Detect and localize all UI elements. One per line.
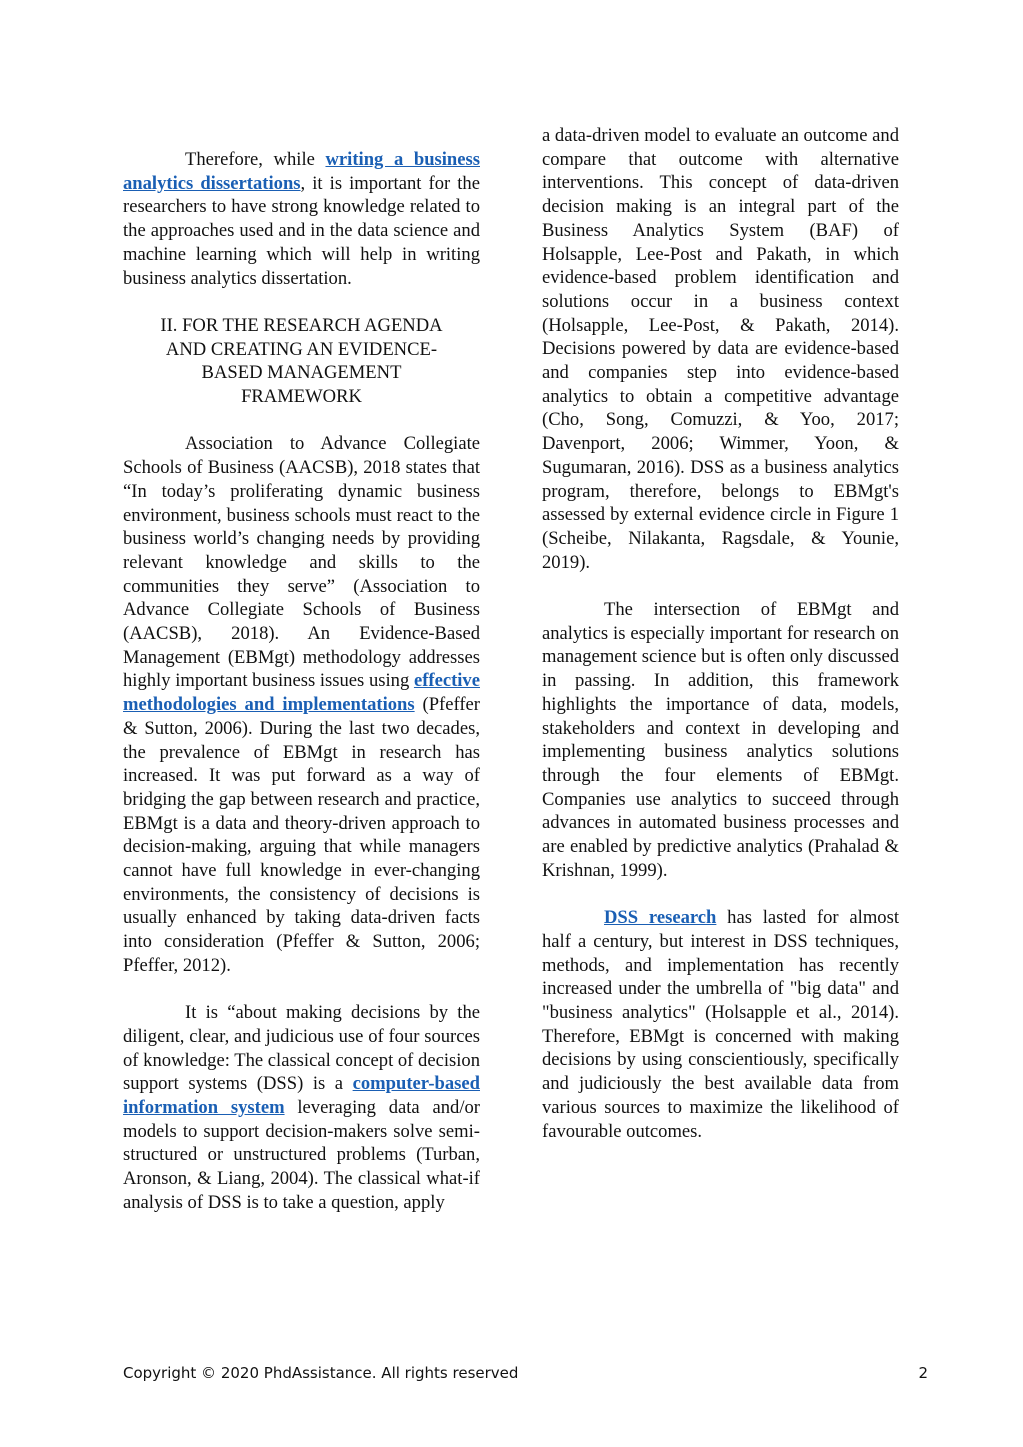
- page-footer: [123, 1364, 928, 1386]
- right-column: [542, 124, 899, 1167]
- dss-research-link[interactable]: DSS research: [604, 907, 717, 929]
- paragraph-aacsb: [123, 432, 480, 977]
- left-column: [123, 148, 480, 1238]
- effective-methodologies-link[interactable]: effective methodologies and implementations: [123, 670, 480, 716]
- paragraph-text: Association to Advance Collegiate Schools of Business (AACSB), 2018 states that “In today’s proliferating dynamic business environment, business schools must react to the business world’s changing needs by providing relevant knowledge and skills to the communities they serve” (Association to Advance Collegiate Schools of Business (AACSB), 2018). An Evidence-Based Management (EBMgt) methodology addresses highly important business issues using: [123, 433, 480, 692]
- paragraph-text: Therefore, while: [185, 149, 326, 170]
- paragraph-intersection: The intersection of EBMgt and analytics is especially important for research on management science but is often only discussed in passing. In addition, this framework highlights the importance of data, models, stakeholders and context in developing and implementing business analytics solutions through the four elements of EBMgt. Companies use analytics to succeed through advances in automated business processes and are enabled by predictive analytics (Prahalad & Krishnan, 1999).: [542, 599, 899, 881]
- paragraph-dss-research: [542, 906, 899, 1143]
- paragraph-text: It is “about making decisions by the diligent, clear, and judicious use of four sources of knowledge: The classical concept of decision support systems (DSS) is a: [123, 1002, 480, 1095]
- paragraph-continuation: a data-driven model to evaluate an outcome and compare that outcome with alternative interventions. This concept of data-driven decision making is an integral part of the Business Analytics System (BAF) of Holsapple, Lee-Post and Pakath, in which evidence-based problem identification and solutions occur in a business context (Holsapple, Lee-Post, & Pakath, 2014). Decisions powered by data are evidence-based and companies step into evidence-based analytics to obtain a competitive advantage (Cho, Song, Comuzzi, & Yoo, 2017; Davenport, 2006; Wimmer, Yoon, & Sugumaran, 2016). DSS as a business analytics program, therefore, belongs to EBMgt's assessed by external evidence circle in Figure 1 (Scheibe, Nilakanta, Ragsdale, & Younie, 2019).: [542, 125, 899, 573]
- paragraph-intro: [123, 148, 480, 290]
- paragraph-text: , it is important for the researchers to have strong knowledge related to the approaches used and in the data science and machine learning which will help in writing business analytics dissertation.: [123, 172, 480, 289]
- section-heading: II. FOR THE RESEARCH AGENDA AND CREATING AN EVIDENCE-BASED MANAGEMENT FRAMEWORK: [160, 314, 443, 408]
- business-analytics-dissertations-link[interactable]: writing a business analytics dissertations: [123, 149, 480, 194]
- computer-based-information-system-link[interactable]: computer-based information system: [123, 1073, 480, 1119]
- page-number: 2: [918, 1364, 928, 1382]
- paragraph-text: (Pfeffer & Sutton, 2006). During the last two decades, the prevalence of EBMgt in research has increased. It was put forward as a way of bridging the gap between research and practice, EBMgt is a data and theory-driven approach to decision-making, arguing that while managers cannot have full knowledge in ever-changing environments, the consistency of decisions is usually enhanced by taking data-driven facts into consideration (Pfeffer & Sutton, 2006; Pfeffer, 2012).: [123, 694, 480, 976]
- paragraph-text: leveraging data and/or models to support decision-makers solve semi-structured or unstructured problems (Turban, Aronson, & Liang, 2004). The classical what-if analysis of DSS is to take a question, apply: [123, 1097, 480, 1213]
- paragraph-text: has lasted for almost half a century, but interest in DSS techniques, methods, and implementation has recently increased under the umbrella of "big data" and "business analytics" (Holsapple et al., 2014). Therefore, EBMgt is concerned with making decisions by using conscientiously, specifically and judiciously the best available data from various sources to maximize the likelihood of favourable outcomes.: [542, 907, 899, 1142]
- copyright-notice: Copyright © 2020 PhdAssistance. All rights reserved: [123, 1364, 519, 1382]
- paragraph-dss-concept: [123, 1001, 480, 1214]
